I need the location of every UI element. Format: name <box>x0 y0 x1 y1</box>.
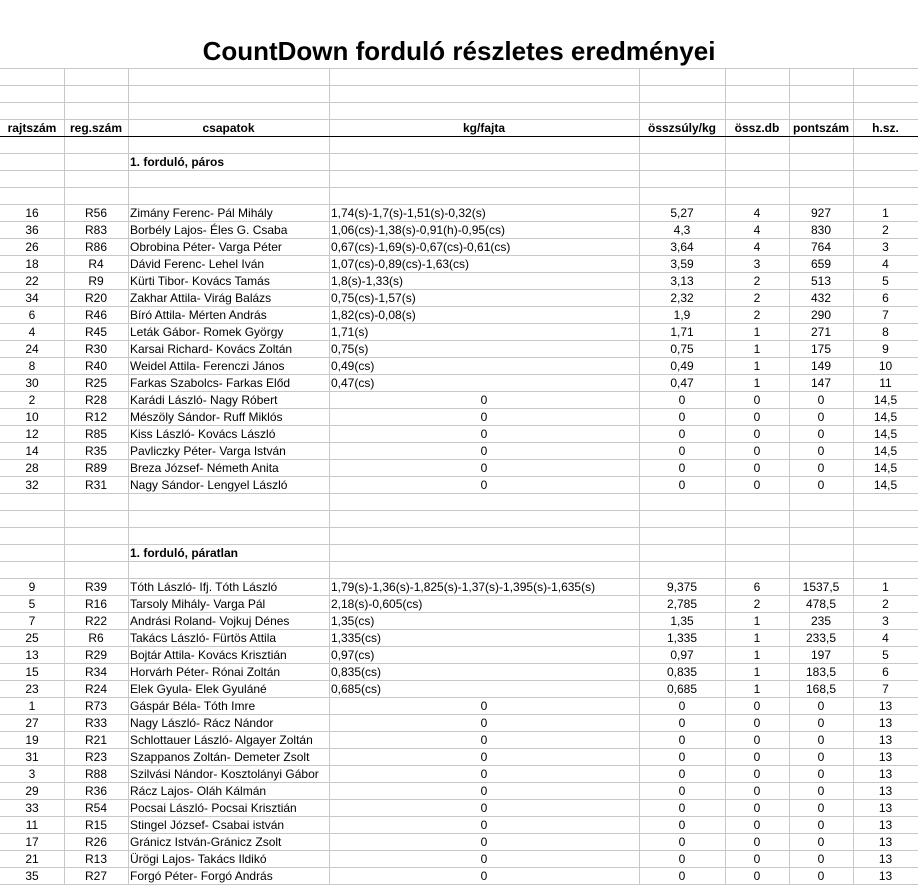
cell-reg-number: R22 <box>84 614 107 628</box>
cell-catch-weights: 0,67(cs)-1,69(s)-0,67(cs)-0,61(cs) <box>331 240 511 254</box>
cell-start-number: 10 <box>25 410 39 424</box>
cell-team: Rácz Lajos- Oláh Kálmán <box>130 784 267 798</box>
cell-total-weight: 0 <box>678 750 686 764</box>
row-gridline <box>0 510 918 511</box>
cell-reg-number: R39 <box>84 580 107 594</box>
cell-total-count: 1 <box>753 376 761 390</box>
cell-start-number: 35 <box>25 869 39 883</box>
header-total-weight: összsúly/kg <box>647 121 717 135</box>
cell-placement: 13 <box>878 801 893 815</box>
cell-team: Takács László- Fürtös Attila <box>130 631 277 645</box>
cell-reg-number: R13 <box>84 852 107 866</box>
header-points: pontszám <box>792 121 849 135</box>
cell-catch-weights: 0 <box>480 699 488 713</box>
cell-start-number: 16 <box>25 206 39 220</box>
cell-team: Pocsai László- Pocsai Krisztián <box>130 801 297 815</box>
cell-reg-number: R88 <box>84 767 107 781</box>
header-reg-number: reg.szám <box>69 121 123 135</box>
cell-points: 478,5 <box>805 597 837 611</box>
cell-points: 233,5 <box>805 631 837 645</box>
cell-catch-weights: 0,47(cs) <box>331 376 375 390</box>
cell-team: Weidel Attila- Ferenczi János <box>130 359 285 373</box>
cell-team: Tóth László- Ifj. Tóth László <box>130 580 278 594</box>
cell-catch-weights: 0 <box>480 835 488 849</box>
cell-team: Zimány Ferenc- Pál Mihály <box>130 206 273 220</box>
cell-reg-number: R36 <box>84 784 107 798</box>
cell-placement: 4 <box>882 631 889 645</box>
cell-total-weight: 0 <box>678 699 686 713</box>
cell-team: Mészöly Sándor- Ruff Miklós <box>130 410 283 424</box>
cell-catch-weights: 0,75(s) <box>331 342 369 356</box>
cell-reg-number: R6 <box>88 631 104 645</box>
cell-placement: 8 <box>882 325 889 339</box>
cell-total-weight: 0,47 <box>670 376 694 390</box>
cell-placement: 13 <box>878 869 893 883</box>
cell-reg-number: R15 <box>84 818 107 832</box>
cell-reg-number: R9 <box>88 274 104 288</box>
cell-total-weight: 9,375 <box>666 580 698 594</box>
cell-placement: 13 <box>878 699 893 713</box>
cell-total-count: 0 <box>753 801 761 815</box>
cell-start-number: 3 <box>28 767 36 781</box>
cell-catch-weights: 0,75(cs)-1,57(s) <box>331 291 416 305</box>
cell-points: 0 <box>817 444 825 458</box>
cell-total-count: 4 <box>753 223 761 237</box>
cell-catch-weights: 1,06(cs)-1,38(s)-0,91(h)-0,95(cs) <box>331 223 506 237</box>
cell-total-weight: 0 <box>678 410 686 424</box>
cell-start-number: 30 <box>25 376 39 390</box>
cell-placement: 13 <box>878 835 893 849</box>
cell-total-count: 4 <box>753 240 761 254</box>
cell-team: Farkas Szabolcs- Farkas Előd <box>130 376 291 390</box>
cell-team: Schlottauer László- Algayer Zoltán <box>130 733 313 747</box>
cell-start-number: 33 <box>25 801 39 815</box>
header-total-count: össz.db <box>734 121 780 135</box>
cell-catch-weights: 0 <box>480 733 488 747</box>
cell-catch-weights: 0,835(cs) <box>331 665 382 679</box>
cell-total-weight: 0 <box>678 733 686 747</box>
cell-points: 271 <box>810 325 832 339</box>
cell-team: Nagy Sándor- Lengyel László <box>130 478 288 492</box>
cell-catch-weights: 0,685(cs) <box>331 682 382 696</box>
cell-team: Gránicz István-Gránicz Zsolt <box>130 835 282 849</box>
cell-start-number: 13 <box>25 648 39 662</box>
cell-total-count: 0 <box>753 784 761 798</box>
cell-catch-weights: 1,35(cs) <box>331 614 375 628</box>
cell-points: 764 <box>810 240 832 254</box>
cell-total-weight: 0,685 <box>666 682 698 696</box>
cell-reg-number: R16 <box>84 597 107 611</box>
cell-catch-weights: 1,74(s)-1,7(s)-1,51(s)-0,32(s) <box>331 206 486 220</box>
cell-team: Stingel József- Csabai istván <box>130 818 285 832</box>
cell-catch-weights: 0 <box>480 784 488 798</box>
cell-placement: 13 <box>878 733 893 747</box>
header-team: csapatok <box>202 121 255 135</box>
cell-catch-weights: 1,79(s)-1,36(s)-1,825(s)-1,37(s)-1,395(s)-1,635(s) <box>331 580 596 594</box>
cell-points: 183,5 <box>805 665 837 679</box>
cell-catch-weights: 1,8(s)-1,33(s) <box>331 274 404 288</box>
cell-total-weight: 4,3 <box>673 223 691 237</box>
cell-total-count: 1 <box>753 342 761 356</box>
cell-reg-number: R4 <box>88 257 104 271</box>
cell-total-count: 0 <box>753 767 761 781</box>
cell-catch-weights: 2,18(s)-0,605(cs) <box>331 597 423 611</box>
cell-total-count: 0 <box>753 699 761 713</box>
cell-placement: 13 <box>878 716 893 730</box>
cell-start-number: 21 <box>25 852 39 866</box>
cell-start-number: 25 <box>25 631 39 645</box>
cell-start-number: 8 <box>28 359 36 373</box>
cell-total-weight: 1,335 <box>666 631 698 645</box>
cell-team: Ürögi Lajos- Takács Ildikó <box>130 852 267 866</box>
cell-team: Obrobina Péter- Varga Péter <box>130 240 282 254</box>
cell-team: Bíró Attila- Mérten András <box>130 308 267 322</box>
cell-reg-number: R56 <box>84 206 107 220</box>
cell-reg-number: R85 <box>84 427 107 441</box>
cell-total-weight: 0 <box>678 818 686 832</box>
cell-start-number: 5 <box>28 597 36 611</box>
cell-total-weight: 3,13 <box>670 274 694 288</box>
cell-reg-number: R54 <box>84 801 107 815</box>
cell-start-number: 12 <box>25 427 39 441</box>
cell-total-weight: 5,27 <box>670 206 694 220</box>
cell-team: Kürti Tibor- Kovács Tamás <box>130 274 270 288</box>
page-title: CountDown forduló részletes eredményei <box>202 36 716 66</box>
cell-points: 0 <box>817 393 825 407</box>
cell-reg-number: R24 <box>84 682 107 696</box>
header-underline <box>0 136 918 137</box>
cell-total-weight: 0,97 <box>670 648 694 662</box>
cell-catch-weights: 1,335(cs) <box>331 631 382 645</box>
cell-reg-number: R73 <box>84 699 107 713</box>
cell-total-weight: 0 <box>678 427 686 441</box>
cell-points: 0 <box>817 733 825 747</box>
cell-total-count: 0 <box>753 869 761 883</box>
cell-total-count: 0 <box>753 410 761 424</box>
cell-placement: 14,5 <box>873 393 898 407</box>
cell-start-number: 2 <box>28 393 36 407</box>
cell-total-count: 2 <box>753 597 761 611</box>
cell-total-weight: 1,71 <box>670 325 694 339</box>
cell-catch-weights: 1,07(cs)-0,89(cs)-1,63(cs) <box>331 257 470 271</box>
cell-start-number: 22 <box>25 274 39 288</box>
cell-placement: 1 <box>882 206 889 220</box>
cell-team: Karsai Richard- Kovács Zoltán <box>130 342 293 356</box>
cell-team: Zakhar Attila- Virág Balázs <box>130 291 272 305</box>
cell-placement: 9 <box>882 342 889 356</box>
cell-team: Kiss László- Kovács László <box>130 427 276 441</box>
cell-team: Andrási Roland- Vojkuj Dénes <box>130 614 290 628</box>
cell-catch-weights: 1,71(s) <box>331 325 369 339</box>
cell-team: Gáspár Béla- Tóth Imre <box>130 699 256 713</box>
cell-points: 0 <box>817 699 825 713</box>
cell-catch-weights: 0,49(cs) <box>331 359 375 373</box>
cell-points: 0 <box>817 478 825 492</box>
cell-total-count: 6 <box>753 580 761 594</box>
cell-team: Dávid Ferenc- Lehel Iván <box>130 257 265 271</box>
cell-total-weight: 0 <box>678 801 686 815</box>
cell-total-count: 2 <box>753 291 761 305</box>
cell-reg-number: R21 <box>84 733 107 747</box>
cell-points: 290 <box>810 308 832 322</box>
row-gridline <box>0 527 918 528</box>
cell-points: 197 <box>810 648 832 662</box>
cell-reg-number: R20 <box>84 291 107 305</box>
cell-total-count: 4 <box>753 206 761 220</box>
cell-reg-number: R33 <box>84 716 107 730</box>
cell-total-count: 1 <box>753 631 761 645</box>
cell-catch-weights: 0 <box>480 461 488 475</box>
cell-points: 927 <box>810 206 832 220</box>
cell-total-count: 1 <box>753 614 761 628</box>
row-gridline <box>0 68 918 69</box>
row-gridline <box>0 85 918 86</box>
cell-total-weight: 0 <box>678 393 686 407</box>
cell-total-count: 1 <box>753 325 761 339</box>
cell-placement: 2 <box>882 597 889 611</box>
cell-total-count: 2 <box>753 274 761 288</box>
cell-team: Borbély Lajos- Éles G. Csaba <box>130 223 288 237</box>
cell-team: Tarsoly Mihály- Varga Pál <box>130 597 266 611</box>
cell-total-weight: 1,9 <box>673 308 691 322</box>
cell-reg-number: R46 <box>84 308 107 322</box>
cell-placement: 11 <box>879 376 892 390</box>
cell-total-weight: 0 <box>678 835 686 849</box>
cell-total-count: 3 <box>753 257 761 271</box>
cell-catch-weights: 0 <box>480 478 488 492</box>
cell-placement: 13 <box>878 767 893 781</box>
cell-catch-weights: 0 <box>480 393 488 407</box>
cell-catch-weights: 0,97(cs) <box>331 648 375 662</box>
cell-total-count: 1 <box>753 648 761 662</box>
cell-catch-weights: 0 <box>480 427 488 441</box>
cell-total-weight: 0 <box>678 767 686 781</box>
cell-placement: 13 <box>878 852 893 866</box>
cell-start-number: 19 <box>25 733 39 747</box>
section-title: 1. forduló, páros <box>130 155 225 169</box>
cell-total-weight: 0 <box>678 852 686 866</box>
cell-placement: 14,5 <box>873 478 898 492</box>
cell-start-number: 29 <box>25 784 39 798</box>
cell-start-number: 18 <box>25 257 39 271</box>
cell-placement: 14,5 <box>873 444 898 458</box>
cell-reg-number: R12 <box>84 410 107 424</box>
cell-placement: 4 <box>882 257 889 271</box>
cell-placement: 13 <box>878 818 893 832</box>
cell-total-weight: 3,59 <box>670 257 694 271</box>
cell-start-number: 31 <box>25 750 39 764</box>
cell-points: 175 <box>810 342 832 356</box>
cell-placement: 5 <box>882 648 889 662</box>
cell-placement: 1 <box>882 580 889 594</box>
cell-reg-number: R27 <box>84 869 107 883</box>
cell-total-count: 0 <box>753 461 761 475</box>
cell-total-weight: 0 <box>678 478 686 492</box>
cell-total-weight: 0,49 <box>670 359 694 373</box>
cell-start-number: 27 <box>25 716 39 730</box>
cell-reg-number: R40 <box>84 359 107 373</box>
cell-total-weight: 0,835 <box>666 665 698 679</box>
cell-catch-weights: 1,82(cs)-0,08(s) <box>331 308 416 322</box>
cell-catch-weights: 0 <box>480 716 488 730</box>
cell-team: Nagy László- Rácz Nándor <box>130 716 274 730</box>
cell-points: 0 <box>817 784 825 798</box>
cell-team: Breza József- Németh Anita <box>130 461 279 475</box>
cell-total-weight: 0 <box>678 716 686 730</box>
cell-catch-weights: 0 <box>480 818 488 832</box>
row-gridline <box>0 102 918 103</box>
cell-total-count: 0 <box>753 427 761 441</box>
cell-total-count: 0 <box>753 444 761 458</box>
cell-total-count: 0 <box>753 478 761 492</box>
cell-total-count: 1 <box>753 665 761 679</box>
row-gridline <box>0 187 918 188</box>
cell-placement: 14,5 <box>873 461 898 475</box>
cell-start-number: 36 <box>25 223 39 237</box>
cell-total-weight: 0 <box>678 869 686 883</box>
cell-catch-weights: 0 <box>480 869 488 883</box>
cell-start-number: 6 <box>28 308 36 322</box>
cell-points: 0 <box>817 852 825 866</box>
cell-start-number: 1 <box>28 699 36 713</box>
cell-points: 0 <box>817 869 825 883</box>
cell-placement: 14,5 <box>873 410 898 424</box>
cell-total-count: 2 <box>753 308 761 322</box>
cell-start-number: 23 <box>25 682 39 696</box>
cell-points: 432 <box>810 291 832 305</box>
cell-start-number: 24 <box>25 342 39 356</box>
cell-reg-number: R26 <box>84 835 107 849</box>
cell-placement: 13 <box>878 750 893 764</box>
cell-points: 0 <box>817 767 825 781</box>
cell-catch-weights: 0 <box>480 750 488 764</box>
cell-placement: 5 <box>882 274 889 288</box>
cell-start-number: 4 <box>28 325 36 339</box>
cell-start-number: 28 <box>25 461 39 475</box>
cell-placement: 3 <box>882 614 889 628</box>
cell-points: 0 <box>817 818 825 832</box>
cell-reg-number: R83 <box>84 223 107 237</box>
cell-team: Horvárh Péter- Rónai Zoltán <box>130 665 281 679</box>
cell-points: 147 <box>810 376 832 390</box>
cell-points: 0 <box>817 410 825 424</box>
cell-reg-number: R89 <box>84 461 107 475</box>
cell-team: Szilvási Nándor- Kosztolányi Gábor <box>130 767 319 781</box>
cell-placement: 3 <box>882 240 889 254</box>
cell-reg-number: R29 <box>84 648 107 662</box>
cell-points: 0 <box>817 427 825 441</box>
cell-catch-weights: 0 <box>480 767 488 781</box>
cell-total-count: 0 <box>753 818 761 832</box>
cell-team: Elek Gyula- Elek Gyuláné <box>130 682 267 696</box>
cell-points: 0 <box>817 801 825 815</box>
header-start-number: rajtszám <box>7 121 57 135</box>
header-catch-weights: kg/fajta <box>462 121 505 135</box>
cell-reg-number: R30 <box>84 342 107 356</box>
cell-team: Karádi László- Nagy Róbert <box>130 393 278 407</box>
cell-start-number: 17 <box>25 835 39 849</box>
cell-points: 235 <box>810 614 832 628</box>
cell-team: Pavliczky Péter- Varga István <box>130 444 286 458</box>
cell-catch-weights: 0 <box>480 444 488 458</box>
cell-reg-number: R86 <box>84 240 107 254</box>
cell-reg-number: R23 <box>84 750 107 764</box>
cell-catch-weights: 0 <box>480 410 488 424</box>
cell-reg-number: R25 <box>84 376 107 390</box>
cell-total-weight: 0 <box>678 444 686 458</box>
cell-placement: 14,5 <box>873 427 898 441</box>
cell-total-weight: 2,785 <box>666 597 698 611</box>
cell-start-number: 11 <box>25 818 39 832</box>
cell-points: 149 <box>810 359 832 373</box>
cell-start-number: 26 <box>25 240 39 254</box>
cell-points: 1537,5 <box>802 580 840 594</box>
cell-total-count: 0 <box>753 852 761 866</box>
cell-points: 0 <box>817 835 825 849</box>
cell-total-count: 0 <box>753 835 761 849</box>
cell-total-weight: 0 <box>678 461 686 475</box>
cell-placement: 6 <box>882 291 889 305</box>
cell-reg-number: R31 <box>84 478 107 492</box>
cell-points: 0 <box>817 716 825 730</box>
cell-placement: 7 <box>882 682 889 696</box>
cell-points: 830 <box>810 223 832 237</box>
cell-points: 0 <box>817 750 825 764</box>
cell-team: Bojtár Attila- Kovács Krisztián <box>130 648 287 662</box>
cell-reg-number: R34 <box>84 665 107 679</box>
cell-placement: 7 <box>882 308 889 322</box>
cell-placement: 10 <box>878 359 893 373</box>
cell-catch-weights: 0 <box>480 852 488 866</box>
section-title: 1. forduló, páratlan <box>130 546 239 560</box>
cell-placement: 6 <box>882 665 889 679</box>
cell-start-number: 14 <box>25 444 39 458</box>
header-placement: h.sz. <box>872 121 899 135</box>
cell-placement: 2 <box>882 223 889 237</box>
cell-total-weight: 1,35 <box>670 614 694 628</box>
cell-total-count: 0 <box>753 716 761 730</box>
cell-total-count: 0 <box>753 750 761 764</box>
cell-total-weight: 3,64 <box>670 240 694 254</box>
cell-total-weight: 0 <box>678 784 686 798</box>
cell-total-count: 0 <box>753 733 761 747</box>
cell-reg-number: R35 <box>84 444 107 458</box>
cell-points: 168,5 <box>805 682 837 696</box>
cell-total-weight: 0,75 <box>670 342 694 356</box>
cell-team: Leták Gábor- Romek György <box>130 325 284 339</box>
cell-team: Forgó Péter- Forgó András <box>130 869 273 883</box>
cell-total-count: 1 <box>753 359 761 373</box>
cell-points: 513 <box>810 274 832 288</box>
cell-total-count: 0 <box>753 393 761 407</box>
cell-start-number: 34 <box>25 291 39 305</box>
cell-catch-weights: 0 <box>480 801 488 815</box>
cell-start-number: 15 <box>25 665 39 679</box>
cell-placement: 13 <box>878 784 893 798</box>
cell-points: 0 <box>817 461 825 475</box>
cell-total-count: 1 <box>753 682 761 696</box>
cell-reg-number: R28 <box>84 393 107 407</box>
cell-start-number: 32 <box>25 478 39 492</box>
cell-reg-number: R45 <box>84 325 107 339</box>
cell-start-number: 7 <box>28 614 36 628</box>
cell-team: Szappanos Zoltán- Demeter Zsolt <box>130 750 310 764</box>
cell-points: 659 <box>810 257 832 271</box>
cell-start-number: 9 <box>28 580 36 594</box>
cell-total-weight: 2,32 <box>670 291 694 305</box>
